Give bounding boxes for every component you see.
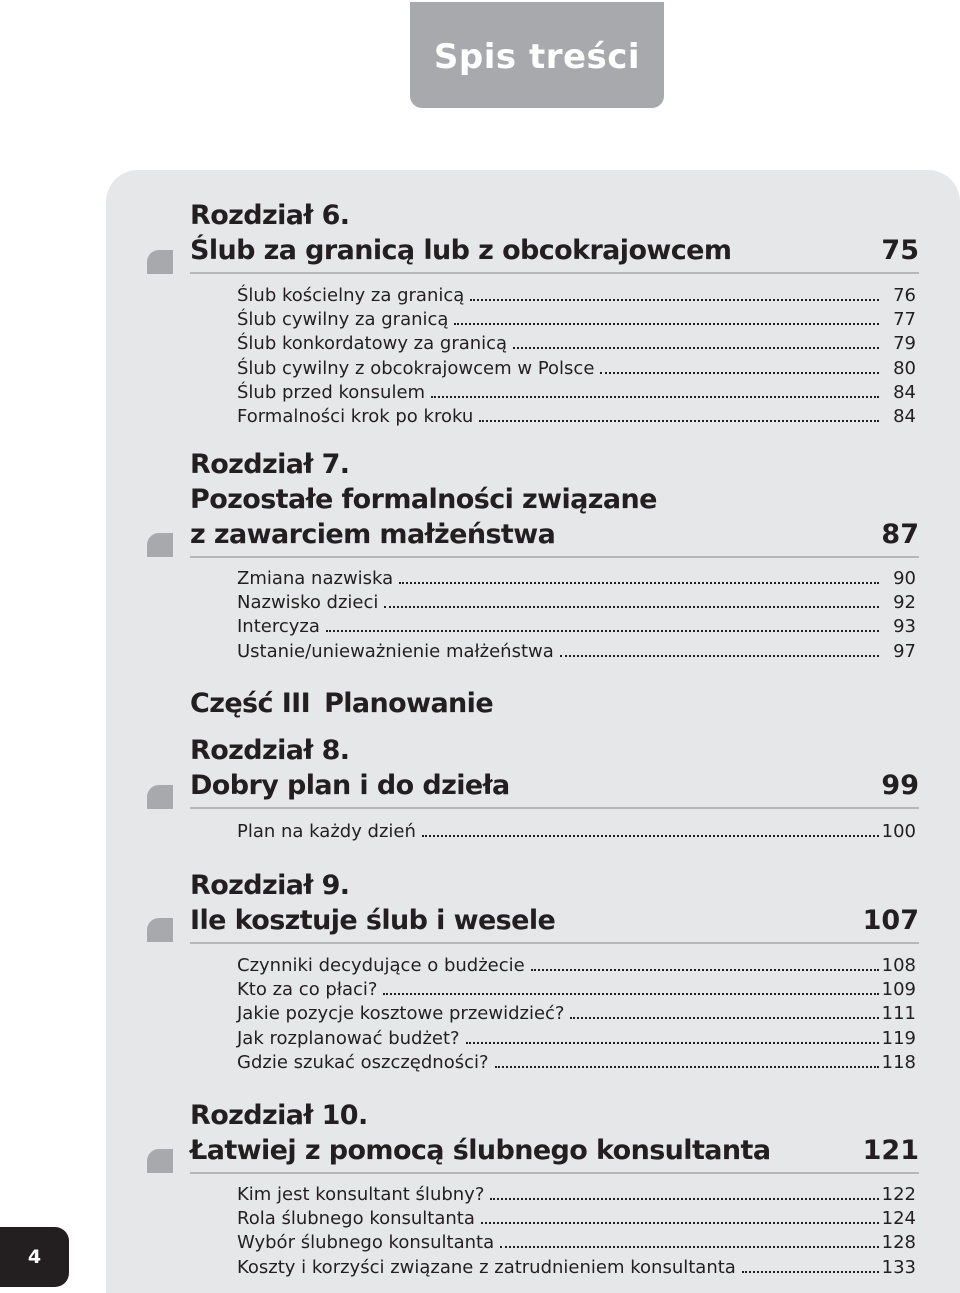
dot-leader — [495, 1066, 879, 1068]
entry-page: 92 — [893, 592, 916, 614]
entry-title: Jak rozplanować budżet? — [237, 1027, 460, 1049]
chapter-6-heading[interactable] — [190, 198, 919, 274]
toc-entry[interactable] — [237, 1257, 916, 1281]
dot-leader — [326, 630, 879, 632]
toc-entry[interactable] — [237, 285, 916, 309]
chapter-title: Łatwiej z pomocą ślubnego konsultanta — [190, 1135, 771, 1166]
entry-page: 84 — [893, 381, 916, 403]
entry-page: 128 — [881, 1232, 916, 1254]
dot-leader — [481, 1222, 879, 1224]
entry-page: 122 — [881, 1184, 916, 1205]
chapter-page: 75 — [881, 235, 919, 266]
part-label: Część III — [190, 688, 311, 719]
chapter-page: 121 — [862, 1135, 919, 1166]
toc-title: Spis treści — [433, 37, 641, 77]
toc-entry[interactable] — [237, 382, 916, 406]
entry-page: 108 — [881, 955, 916, 976]
entry-page: 133 — [881, 1256, 916, 1278]
entry-page: 76 — [893, 285, 916, 306]
entry-title: Nazwisko dzieci — [237, 592, 379, 614]
dot-leader — [384, 606, 879, 608]
entry-title: Ustanie/unieważnienie małżeństwa — [237, 640, 554, 662]
chapter-8-entries — [237, 821, 916, 845]
toc-entry[interactable] — [237, 641, 916, 665]
entry-page: 90 — [893, 568, 916, 589]
chapter-marker — [147, 533, 173, 557]
chapter-title: Ile kosztuje ślub i wesele — [190, 905, 556, 936]
entry-page: 100 — [881, 821, 916, 842]
toc-entry[interactable] — [237, 1003, 916, 1027]
page-number: 4 — [0, 1227, 69, 1287]
toc-entry[interactable] — [237, 1052, 916, 1076]
dot-leader — [531, 969, 879, 971]
entry-page: 80 — [893, 357, 916, 379]
entry-page: 93 — [893, 616, 916, 638]
dot-leader — [399, 582, 879, 584]
chapter-7-entries — [237, 568, 916, 665]
chapter-marker — [147, 785, 173, 809]
toc-entry[interactable] — [237, 1028, 916, 1052]
chapter-9-heading[interactable] — [190, 868, 919, 944]
chapter-marker — [147, 918, 173, 942]
chapter-rule — [190, 807, 919, 809]
chapter-marker — [147, 250, 173, 274]
chapter-label: Rozdział 7. — [190, 449, 350, 480]
entry-title: Jakie pozycje kosztowe przewidzieć? — [237, 1003, 565, 1025]
toc-entry[interactable] — [237, 333, 916, 357]
chapter-7-heading[interactable] — [190, 447, 919, 558]
toc-entry[interactable] — [237, 821, 916, 845]
entry-title: Gdzie szukać oszczędności? — [237, 1051, 489, 1073]
toc-entry[interactable] — [237, 568, 916, 592]
entry-title: Wybór ślubnego konsultanta — [237, 1232, 495, 1254]
chapter-rule — [190, 272, 919, 274]
chapter-page: 107 — [862, 905, 919, 936]
dot-leader — [560, 655, 879, 657]
entry-page: 119 — [881, 1027, 916, 1049]
dot-leader — [470, 299, 879, 301]
entry-title: Zmiana nazwiska — [237, 568, 394, 589]
toc-entry[interactable] — [237, 955, 916, 979]
chapter-6-entries — [237, 285, 916, 430]
entry-title: Ślub konkordatowy za granicą — [237, 333, 508, 355]
entry-page: 109 — [881, 979, 916, 1001]
entry-title: Plan na każdy dzień — [237, 821, 416, 842]
toc-entry[interactable] — [237, 1232, 916, 1256]
chapter-title: z zawarciem małżeństwa — [190, 519, 556, 550]
entry-title: Koszty i korzyści związane z zatrudnieniem konsultanta — [237, 1256, 736, 1278]
entry-page: 84 — [893, 405, 916, 427]
entry-page: 77 — [893, 309, 916, 331]
entry-title: Intercyza — [237, 616, 320, 638]
chapter-page: 87 — [881, 519, 919, 550]
toc-entry[interactable] — [237, 1208, 916, 1232]
dot-leader — [513, 347, 879, 349]
chapter-rule — [190, 942, 919, 944]
dot-leader — [479, 420, 879, 422]
chapter-8-heading[interactable] — [190, 733, 919, 809]
entry-title: Kim jest konsultant ślubny? — [237, 1184, 485, 1205]
chapter-label: Rozdział 9. — [190, 870, 350, 901]
dot-leader — [422, 835, 879, 837]
chapter-label: Rozdział 10. — [190, 1100, 368, 1131]
chapter-10-heading[interactable] — [190, 1098, 919, 1174]
chapter-9-entries — [237, 955, 916, 1076]
dot-leader — [570, 1017, 878, 1019]
chapter-label: Rozdział 6. — [190, 200, 350, 231]
chapter-page: 99 — [881, 770, 919, 801]
entry-title: Rola ślubnego konsultanta — [237, 1208, 475, 1230]
entry-page: 97 — [893, 640, 916, 662]
chapter-title-line1: Pozostałe formalności związane — [190, 484, 657, 515]
dot-leader — [466, 1042, 879, 1044]
dot-leader — [500, 1246, 879, 1248]
entry-title: Ślub przed konsulem — [237, 381, 426, 403]
chapter-marker — [147, 1149, 173, 1173]
entry-page: 124 — [881, 1208, 916, 1230]
dot-leader — [383, 993, 878, 995]
chapter-label: Rozdział 8. — [190, 735, 350, 766]
toc-entry[interactable] — [237, 358, 916, 382]
dot-leader — [742, 1271, 879, 1273]
entry-page: 111 — [881, 1003, 916, 1025]
dot-leader — [600, 372, 879, 374]
dot-leader — [454, 323, 879, 325]
chapter-10-entries — [237, 1184, 916, 1281]
toc-entry[interactable] — [237, 406, 916, 430]
toc-title-tab — [410, 2, 664, 108]
dot-leader — [431, 396, 879, 398]
chapter-title: Dobry plan i do dzieła — [190, 770, 510, 801]
chapter-title: Ślub za granicą lub z obcokrajowcem — [190, 235, 732, 266]
entry-title: Kto za co płaci? — [237, 979, 378, 1001]
toc-entry[interactable] — [237, 592, 916, 616]
entry-title: Czynniki decydujące o budżecie — [237, 955, 525, 976]
entry-page: 118 — [881, 1051, 916, 1073]
entry-page: 79 — [893, 333, 916, 355]
toc-entry[interactable] — [237, 1184, 916, 1208]
chapter-rule — [190, 556, 919, 558]
toc-entry[interactable] — [237, 309, 916, 333]
entry-title: Ślub cywilny za granicą — [237, 309, 449, 331]
dot-leader — [490, 1198, 878, 1200]
part-heading — [190, 688, 493, 719]
entry-title: Ślub kościelny za granicą — [237, 285, 465, 306]
toc-entry[interactable] — [237, 616, 916, 640]
entry-title: Ślub cywilny z obcokrajowcem w Polsce — [237, 357, 595, 379]
chapter-rule — [190, 1172, 919, 1174]
entry-title: Formalności krok po kroku — [237, 405, 474, 427]
toc-entry[interactable] — [237, 979, 916, 1003]
part-title: Planowanie — [324, 688, 494, 719]
